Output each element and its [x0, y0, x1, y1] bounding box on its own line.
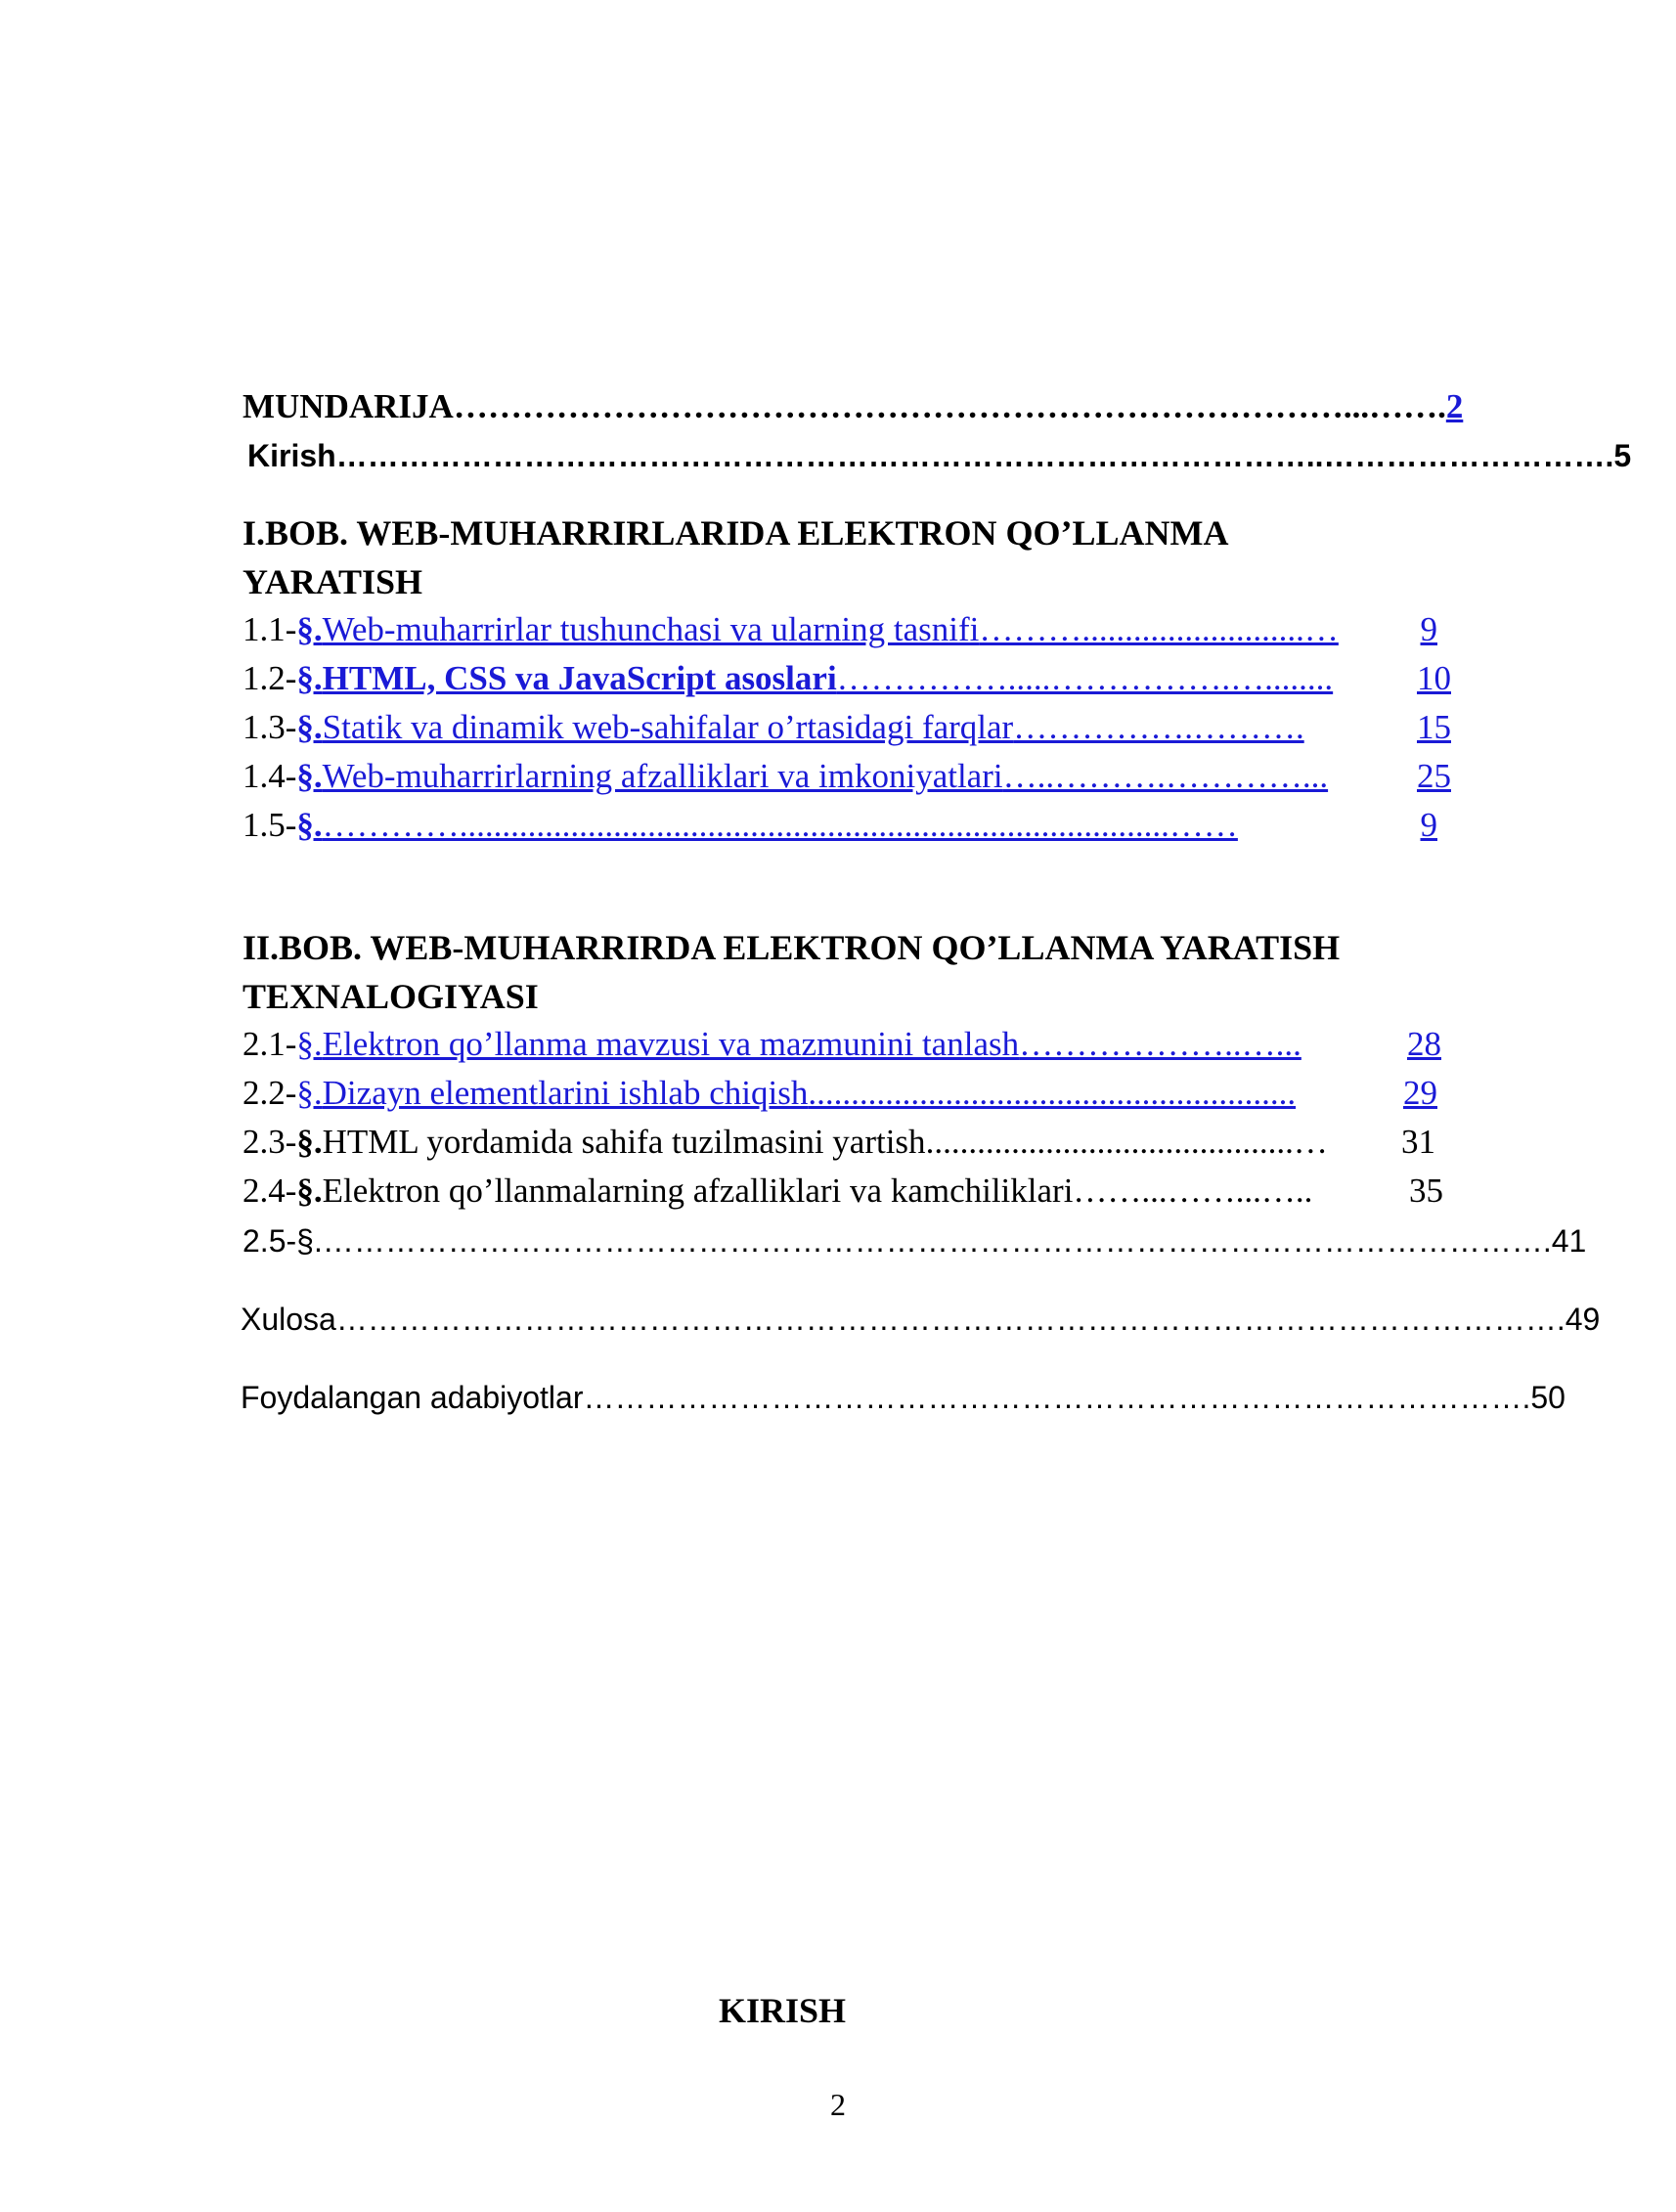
- toc-item-text: Elektron qo’llanmalarning afzalliklari va kamchiliklari: [322, 1172, 1074, 1210]
- toc-conclusion-page: 49: [1565, 1302, 1601, 1337]
- toc-item-number: 2.5-: [243, 1223, 297, 1259]
- toc-item-2-4: [243, 1168, 1443, 1215]
- toc-item-2-1[interactable]: [243, 1021, 1441, 1068]
- toc-item-link[interactable]: Statik va dinamik web-sahifalar o’rtasidagi farqlar: [322, 708, 1014, 746]
- toc-item-number: 1.1-: [243, 610, 297, 648]
- toc-item-number: 2.2-: [243, 1074, 297, 1112]
- toc-item-page: 35: [1409, 1172, 1443, 1210]
- toc-item-page: 31: [1401, 1123, 1435, 1161]
- toc-item-page[interactable]: 29: [1403, 1074, 1437, 1112]
- toc-item-1-3[interactable]: [243, 704, 1451, 751]
- toc-item-dots[interactable]: …………….....…………….…........: [836, 659, 1334, 697]
- toc-item-number: 1.4-: [243, 757, 297, 795]
- section-sign: §.: [296, 1223, 323, 1259]
- toc-item-2-3: [243, 1119, 1435, 1166]
- kirish-heading: KIRISH: [718, 1991, 847, 2030]
- section-sign[interactable]: §.: [296, 610, 323, 648]
- toc-references-page: 50: [1530, 1380, 1566, 1415]
- toc-item-dots: ……………………………………………………………………………………………………….: [322, 1223, 1552, 1259]
- section-sign: §.: [296, 1123, 323, 1161]
- toc-title: MUNDARIJA: [243, 387, 454, 425]
- chapter1-title-line1: I.BOB. WEB-MUHARRIRLARIDA ELEKTRON QO’LLANMA: [243, 513, 1229, 553]
- toc-item-page[interactable]: 10: [1417, 659, 1451, 697]
- toc-item-number: 2.1-: [243, 1025, 297, 1063]
- toc-item-number: 1.3-: [243, 708, 297, 746]
- toc-item-page: 41: [1551, 1223, 1587, 1259]
- section-sign[interactable]: §.: [296, 1025, 323, 1063]
- section-sign[interactable]: §.: [296, 708, 323, 746]
- section-sign[interactable]: §.: [296, 659, 323, 697]
- toc-item-link[interactable]: Dizayn elementlarini ishlab chiqish: [322, 1074, 809, 1112]
- toc-item-number: 2.3-: [243, 1123, 297, 1161]
- toc-item-link[interactable]: HTML, CSS va JavaScript asoslari: [322, 659, 837, 697]
- section-sign[interactable]: §.: [296, 1074, 323, 1112]
- toc-item-text: HTML yordamida sahifa tuzilmasini yartish: [322, 1123, 926, 1161]
- toc-item-1-4[interactable]: [243, 753, 1451, 800]
- toc-item-page[interactable]: 9: [1420, 610, 1437, 648]
- section-sign: §.: [296, 1172, 323, 1210]
- toc-item-link[interactable]: Web-muharrirlar tushunchasi va ularning tasnifi: [322, 610, 980, 648]
- toc-item-dots[interactable]: .........................................................: [808, 1074, 1297, 1112]
- chapter2-title-line1: II.BOB. WEB-MUHARRIRDA ELEKTRON QO’LLANMA YARATISH: [243, 928, 1341, 967]
- toc-item-page[interactable]: 15: [1417, 708, 1451, 746]
- toc-item-2-2[interactable]: [243, 1070, 1437, 1117]
- section-sign[interactable]: §.: [296, 806, 323, 844]
- toc-conclusion-row: [241, 1297, 1601, 1342]
- toc-intro-dots: …………………………………………………………………………………..……………………….: [335, 438, 1614, 473]
- toc-references-label: Foydalangan adabiyotlar: [241, 1380, 584, 1415]
- section-sign[interactable]: §.: [296, 757, 323, 795]
- chapter1-title-line2: YARATISH: [243, 562, 423, 601]
- toc-intro-label: Kirish: [247, 438, 336, 473]
- toc-item-dots[interactable]: …..……….…………...: [1002, 757, 1329, 795]
- page-number: 2: [830, 2087, 846, 2122]
- toc-intro-page: 5: [1613, 438, 1632, 473]
- toc-item-1-5[interactable]: [243, 802, 1437, 849]
- toc-item-page[interactable]: 28: [1407, 1025, 1441, 1063]
- chapter2-title-line2: TEXNALOGIYASI: [243, 977, 539, 1016]
- toc-title-page-link[interactable]: 2: [1445, 387, 1464, 425]
- toc-item-page[interactable]: 9: [1420, 806, 1437, 844]
- toc-item-2-5: [243, 1218, 1587, 1263]
- toc-item-1-2[interactable]: [243, 655, 1451, 702]
- toc-references-row: [241, 1375, 1566, 1420]
- toc-title-row: [243, 383, 1464, 430]
- toc-conclusion-label: Xulosa: [241, 1302, 336, 1337]
- toc-item-link[interactable]: Elektron qo’llanma mavzusi va mazmunini tanlash: [322, 1025, 1020, 1063]
- toc-item-dots[interactable]: ………..........................…: [979, 610, 1339, 648]
- toc-intro-row: [247, 433, 1632, 478]
- toc-item-number: 1.5-: [243, 806, 297, 844]
- toc-item-link[interactable]: Web-muharrirlarning afzalliklari va imkoniyatlari: [322, 757, 1003, 795]
- toc-item-1-1[interactable]: [243, 606, 1437, 653]
- toc-item-dots: ...........................................…: [925, 1123, 1328, 1161]
- toc-item-number: 1.2-: [243, 659, 297, 697]
- toc-conclusion-dots: ……………………………………………………………………………………………………….: [335, 1302, 1566, 1337]
- toc-references-dots: ……………………………………………………………………………….: [583, 1380, 1531, 1415]
- toc-item-dots[interactable]: …………...................................................................................……: [322, 806, 1238, 844]
- toc-item-page[interactable]: 25: [1417, 757, 1451, 795]
- toc-item-number: 2.4-: [243, 1172, 297, 1210]
- toc-item-dots[interactable]: ………………..…...: [1019, 1025, 1301, 1063]
- toc-title-dots: ……………………………………………………………………...…….: [453, 387, 1446, 425]
- toc-item-dots: ……...……...…..: [1073, 1172, 1313, 1210]
- toc-item-dots[interactable]: …………….……….: [1013, 708, 1304, 746]
